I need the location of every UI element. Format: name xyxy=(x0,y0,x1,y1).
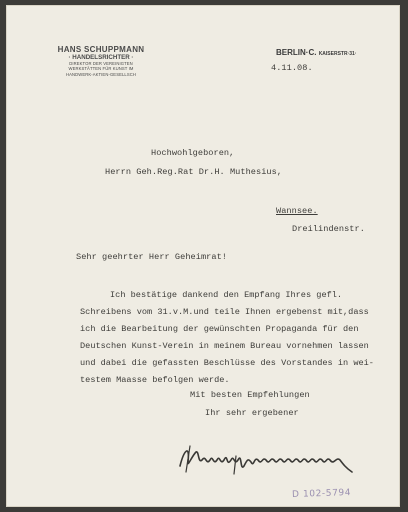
recipient-town: Wannsee. xyxy=(276,206,318,216)
letterhead-name: HANS SCHUPPMANN xyxy=(57,45,145,54)
place-header xyxy=(276,48,356,57)
handwritten-signature xyxy=(176,438,358,478)
address-title: Hochwohlgeboren, xyxy=(151,148,235,158)
archive-stamp: D 102-5794 xyxy=(291,487,352,501)
closing-line: Mit besten Empfehlungen xyxy=(190,390,310,400)
letterhead xyxy=(46,45,156,77)
body-line: ich die Bearbeitung der gewünschten Propaganda für den xyxy=(80,324,359,334)
street-address: KAISERSTR·31· xyxy=(318,51,357,57)
greeting: Sehr geehrter Herr Geheimrat! xyxy=(76,252,228,262)
letterhead-line: DIREKTOR DER VEREINIGTEN xyxy=(69,61,133,66)
body-line: Schreibens vom 31.v.M.und teile Ihnen ergebenst mit,dass xyxy=(80,307,369,317)
recipient-street: Dreilindenstr. xyxy=(292,224,365,234)
letterhead-title: · HANDELSRICHTER · xyxy=(68,54,134,61)
letter-page xyxy=(6,5,400,507)
city: BERLIN·C. xyxy=(276,48,317,57)
letterhead-line: WERKSTÄTTEN FÜR KUNST IM xyxy=(68,66,134,72)
letter-body xyxy=(80,287,374,389)
recipient-name: Herrn Geh.Reg.Rat Dr.H. Muthesius, xyxy=(105,167,283,177)
letter-date: 4.11.08. xyxy=(271,63,313,73)
body-line: Ich bestätige dankend den Empfang Ihres gefl. xyxy=(110,290,343,300)
body-line: testem Maasse befolgen werde. xyxy=(80,375,230,385)
body-line: Deutschen Kunst-Verein in meinem Bureau vornehmen lassen xyxy=(80,341,369,351)
letterhead-line: HANDWERK-AKTIEN-GESELLSCH xyxy=(66,71,136,77)
closing-line: Ihr sehr ergebener xyxy=(205,408,299,418)
body-line: und dabei die gefassten Beschlüsse des Vorstandes in wei- xyxy=(80,358,374,368)
